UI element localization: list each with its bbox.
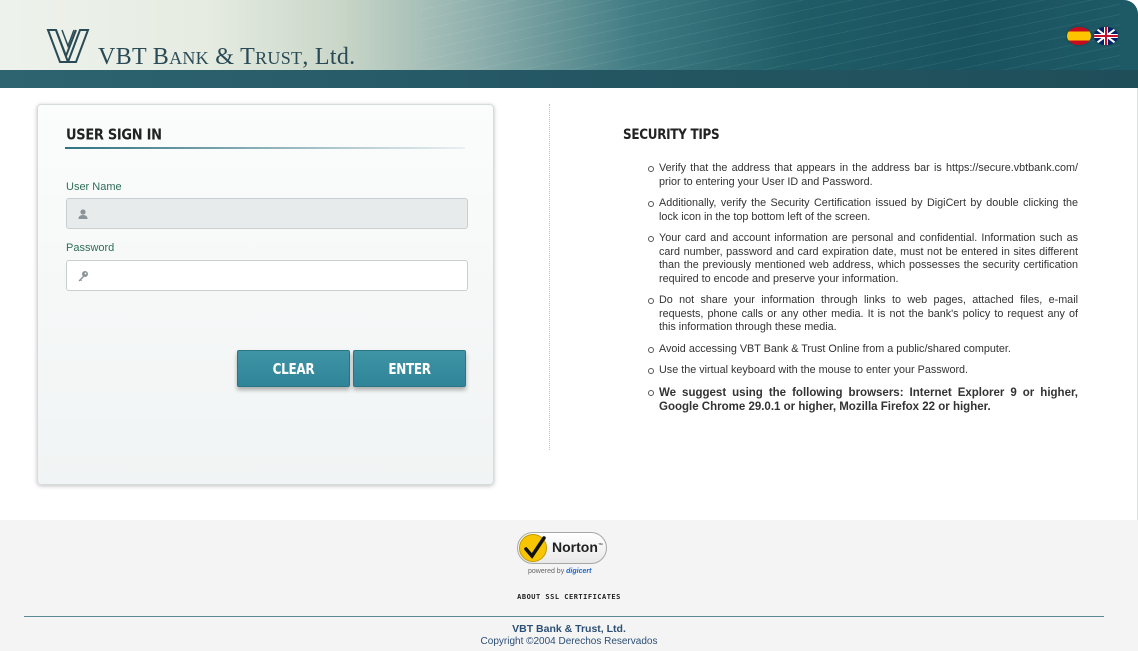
- about-ssl-link[interactable]: ABOUT SSL CERTIFICATES: [517, 593, 621, 601]
- powered-by-digicert: powered by digicert: [528, 568, 592, 575]
- security-tips-title: SECURITY TIPS: [623, 126, 720, 143]
- password-field[interactable]: [66, 260, 468, 291]
- sign-in-title: USER SIGN IN: [66, 127, 162, 145]
- header-swoosh: [0, 70, 1138, 88]
- security-tip: Use the virtual keyboard with the mouse to enter your Password.: [648, 364, 1078, 378]
- site-footer: [0, 520, 1138, 651]
- vbt-monogram-icon[interactable]: [46, 26, 90, 66]
- brand-vbt: VBT B: [98, 44, 170, 70]
- brand-name[interactable]: VBT BANK & TRUST, Ltd.: [98, 44, 356, 70]
- vertical-divider: [549, 104, 550, 450]
- enter-button[interactable]: [353, 350, 466, 387]
- username-label: User Name: [66, 181, 122, 193]
- security-tip: Do not share your information through links to web pages, attached files, e-mail requests, phone calls or any other media. It is not the bank's policy to request any of this information through these media.: [648, 294, 1078, 335]
- security-tip: Your card and account information are personal and confidential. Information such as card number, password and card expiration date, must not be entered in sites different than the previously mentioned web address, which possesses the security certification required to encode and preserve your information.: [648, 232, 1078, 286]
- uk-flag-icon[interactable]: [1094, 27, 1118, 45]
- user-icon: [77, 208, 89, 220]
- security-tips-list: [648, 162, 1078, 422]
- footer-company: VBT Bank & Trust, Ltd.: [512, 623, 626, 635]
- password-input[interactable]: [97, 265, 457, 287]
- security-tip: Additionally, verify the Security Certification issued by DigiCert by double clicking the lock icon in the top bottom left of the screen.: [648, 197, 1078, 224]
- security-tip-browsers: We suggest using the following browsers: Internet Explorer 9 or higher, Google Chrome 29.0.1 or higher, Mozilla Firefox 22 or higher.: [648, 386, 1078, 414]
- brand-rust: RUST: [255, 48, 303, 68]
- username-input[interactable]: [97, 203, 457, 225]
- norton-text: Norton™: [552, 539, 603, 555]
- footer-divider: [24, 616, 1104, 617]
- norton-check-icon: [519, 534, 547, 562]
- security-tip: Verify that the address that appears in the address bar is https://secure.vbtbank.com/ prior to entering your User ID and Password.: [648, 162, 1078, 189]
- brand-ank: ANK: [169, 48, 209, 68]
- sign-in-divider: [65, 147, 465, 149]
- norton-seal[interactable]: [517, 532, 621, 580]
- sign-in-panel: [37, 104, 494, 485]
- key-icon: [77, 270, 89, 282]
- security-tip: Avoid accessing VBT Bank & Trust Online from a public/shared computer.: [648, 343, 1078, 357]
- clear-button[interactable]: [237, 350, 350, 387]
- clear-button-label: CLEAR: [272, 359, 315, 378]
- password-label: Password: [66, 242, 115, 254]
- spain-flag-icon[interactable]: [1067, 27, 1091, 45]
- header-decoration: [420, 0, 1120, 70]
- main-content: [0, 88, 1138, 520]
- enter-button-label: ENTER: [388, 359, 431, 378]
- username-field[interactable]: [66, 198, 468, 229]
- language-switcher: [1067, 27, 1118, 45]
- footer-copyright: Copyright ©2004 Derechos Reservados: [480, 636, 658, 647]
- site-header: [0, 0, 1138, 88]
